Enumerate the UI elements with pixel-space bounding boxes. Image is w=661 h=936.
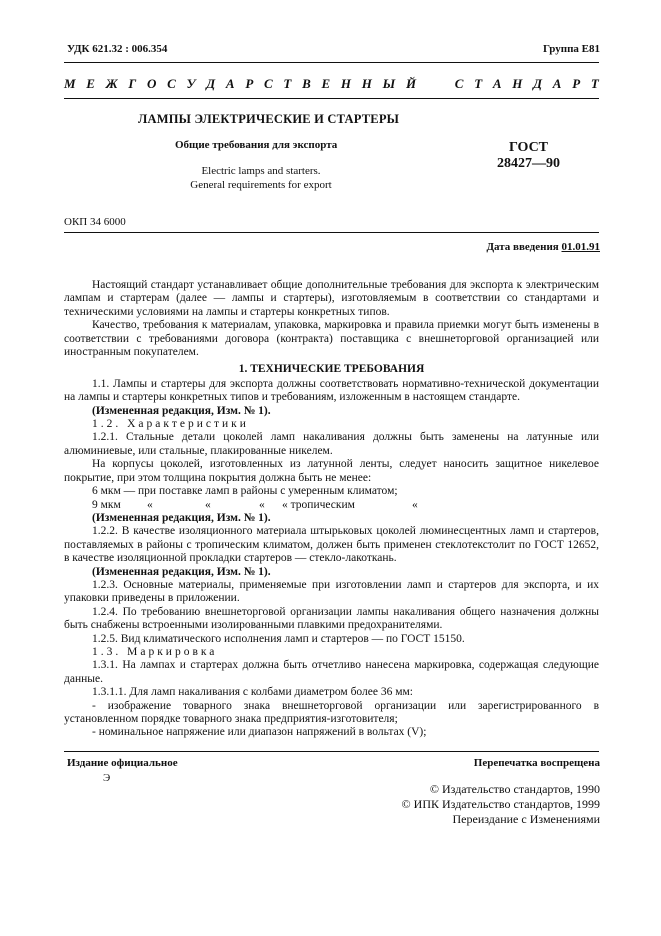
clause-1-2-1-coating: На корпусы цоколей, изготовленных из латунной ленты, следует наносить защитное никелевое покрытие, при этом толщина покрытия должна быть не менее:: [64, 458, 599, 484]
standard-subtitle: Общие требования для экспорта: [175, 139, 338, 151]
banner-letter: Ы: [382, 76, 396, 91]
banner-letter: В: [302, 76, 311, 91]
okp-rule: [64, 232, 599, 233]
coating-9-value: 9 мкм: [92, 498, 121, 511]
clause-1-3: 1.3. Маркировка: [92, 645, 218, 658]
banner-letter: А: [492, 76, 502, 91]
amendment-note: (Измененная редакция, Изм. № 1).: [92, 404, 271, 417]
english-title-line-1: Electric lamps and starters.: [201, 165, 321, 177]
edition-mark: Э: [103, 772, 111, 784]
okp-code: ОКП 34 6000: [64, 216, 126, 228]
ditto-mark-1: «: [147, 498, 153, 511]
banner-letter: Д: [206, 76, 216, 91]
group-code: Группа Е81: [542, 43, 600, 55]
clause-1-3-1: 1.3.1. На лампах и стартерах должна быть отчетливо нанесена маркировка, содержащая следующие данные.: [64, 659, 599, 685]
document-body: [64, 279, 599, 740]
intro-paragraph-1: Настоящий стандарт устанавливает общие дополнительные требования для экспорта к электрическим лампам и стартерам (далее — лампы и стартеры), изготовляемым в соответствии со стандартами и техническими условиями на лампы и стартеры конкретных типов.: [64, 279, 599, 318]
top-rule: [64, 62, 599, 63]
banner-letter: Р: [572, 76, 581, 91]
banner-letter: Г: [128, 76, 137, 91]
banner-letter: Й: [405, 76, 417, 91]
amendment-note: (Измененная редакция, Изм. № 1).: [92, 565, 271, 578]
banner-letter: С: [264, 76, 273, 91]
section-heading: 1. ТЕХНИЧЕСКИЕ ТРЕБОВАНИЯ: [238, 363, 425, 376]
date-value: 01.01.91: [561, 241, 600, 253]
introduction-date: [486, 241, 600, 253]
ditto-mark-4: «: [412, 498, 418, 511]
marking-item-1: - изображение товарного знака внешнеторговой организации или зарегистрированного в установленном порядке товарного знака предприятия-изготовителя;: [64, 699, 599, 725]
banner-letter: Ж: [105, 76, 118, 91]
banner-letter: Д: [533, 76, 543, 91]
clause-1-2-4: 1.2.4. По требованию внешнеторговой организации лампы накаливания общего назначения должны быть снабжены встроенными изолированными плавкими предохранителями.: [64, 605, 599, 632]
reissue-note: Переиздание с Изменениями: [452, 812, 600, 826]
banner-rule: [64, 98, 599, 99]
coating-row-6: [64, 485, 599, 498]
copyright-1999: © ИПК Издательство стандартов, 1999: [401, 797, 600, 811]
banner-letter: Н: [340, 76, 352, 91]
copyright-block: [402, 782, 600, 827]
intro-paragraph-2: Качество, требования к материалам, упаковка, маркировка и правила приемки могут быть изменены в соответствии с требованиями договора (контракта) поставщика с внешнеторговой организацией или иностранным покупателем.: [64, 319, 599, 359]
english-title-line-2: General requirements for export: [190, 179, 332, 191]
standard-title: ЛАМПЫ ЭЛЕКТРИЧЕСКИЕ И СТАРТЕРЫ: [138, 112, 400, 126]
banner-letter: [441, 76, 444, 92]
clause-1-2-1: 1.2.1. Стальные детали цоколей ламп накаливания должны быть заменены на латунные или алюминиевые, или стальные, плакированные никелем.: [64, 431, 599, 457]
date-label: Дата введения: [486, 241, 562, 253]
banner-letter: Н: [512, 76, 523, 91]
coating-row-9: [64, 499, 599, 512]
banner-letter: Т: [283, 76, 292, 91]
udk-code: УДК 621.32 : 006.354: [67, 43, 168, 55]
banner-letter: [427, 76, 430, 92]
clause-1-1: 1.1. Лампы и стартеры для экспорта должны соответствовать нормативно-технической документации на лампы и стартеры конкретных типов и требованиям, изложенным в настоящем стандарте.: [64, 377, 599, 404]
ditto-mark-3: «: [259, 498, 265, 511]
coating-9-climate: « тропическим: [282, 498, 355, 511]
gost-label: ГОСТ: [508, 140, 549, 155]
banner-letter: Т: [474, 76, 483, 91]
amendment-note: (Измененная редакция, Изм. № 1).: [92, 511, 271, 524]
footer-rule: [64, 751, 599, 752]
banner-letter: Е: [321, 76, 331, 91]
banner-letter: Н: [361, 76, 372, 91]
banner-letter: А: [552, 76, 562, 91]
banner-letter: С: [167, 76, 176, 91]
clause-1-2: 1.2. Характеристики: [92, 418, 249, 431]
clause-1-2-3: 1.2.3. Основные материалы, применяемые при изготовлении ламп и стартеров для экспорта, и их упаковки приведены в приложении.: [64, 578, 599, 605]
clause-1-2-2: 1.2.2. В качестве изоляционного материала штырьковых цоколей люминесцентных ламп и стартеров, поставляемых в районы с тропическим климатом, должен быть применен стеклотекстолит по ГОСТ 12652, в качестве изоляционной прокладки стартеров — стекло-лакоткань.: [64, 525, 599, 565]
reprint-prohibited: Перепечатка воспрещена: [473, 757, 600, 769]
banner-letter: У: [186, 76, 196, 91]
gost-number: [497, 140, 560, 172]
banner-letter: Т: [590, 76, 599, 91]
banner-letter: А: [225, 76, 235, 91]
gost-code: 28427—90: [497, 156, 560, 171]
copyright-1990: © Издательство стандартов, 1990: [429, 782, 600, 796]
coating-6-text: 6 мкм — при поставке ламп в районы с умеренным климатом;: [92, 485, 398, 498]
banner-letter: Е: [86, 76, 95, 91]
official-edition: Издание официальное: [67, 757, 178, 769]
ditto-mark-2: «: [205, 498, 211, 511]
interstate-standard-banner: [64, 76, 599, 92]
clause-1-2-5: 1.2.5. Вид климатического исполнения ламп и стартеров — по ГОСТ 15150.: [92, 632, 465, 645]
clause-1-3-1-1: 1.3.1.1. Для ламп накаливания с колбами диаметром более 36 мм:: [92, 686, 413, 699]
banner-letter: О: [146, 76, 157, 91]
banner-letter: Р: [245, 76, 254, 91]
banner-letter: М: [64, 76, 76, 91]
marking-item-2: - номинальное напряжение или диапазон напряжений в вольтах (V);: [92, 726, 427, 739]
english-title: [186, 164, 336, 192]
banner-letter: С: [454, 76, 464, 91]
